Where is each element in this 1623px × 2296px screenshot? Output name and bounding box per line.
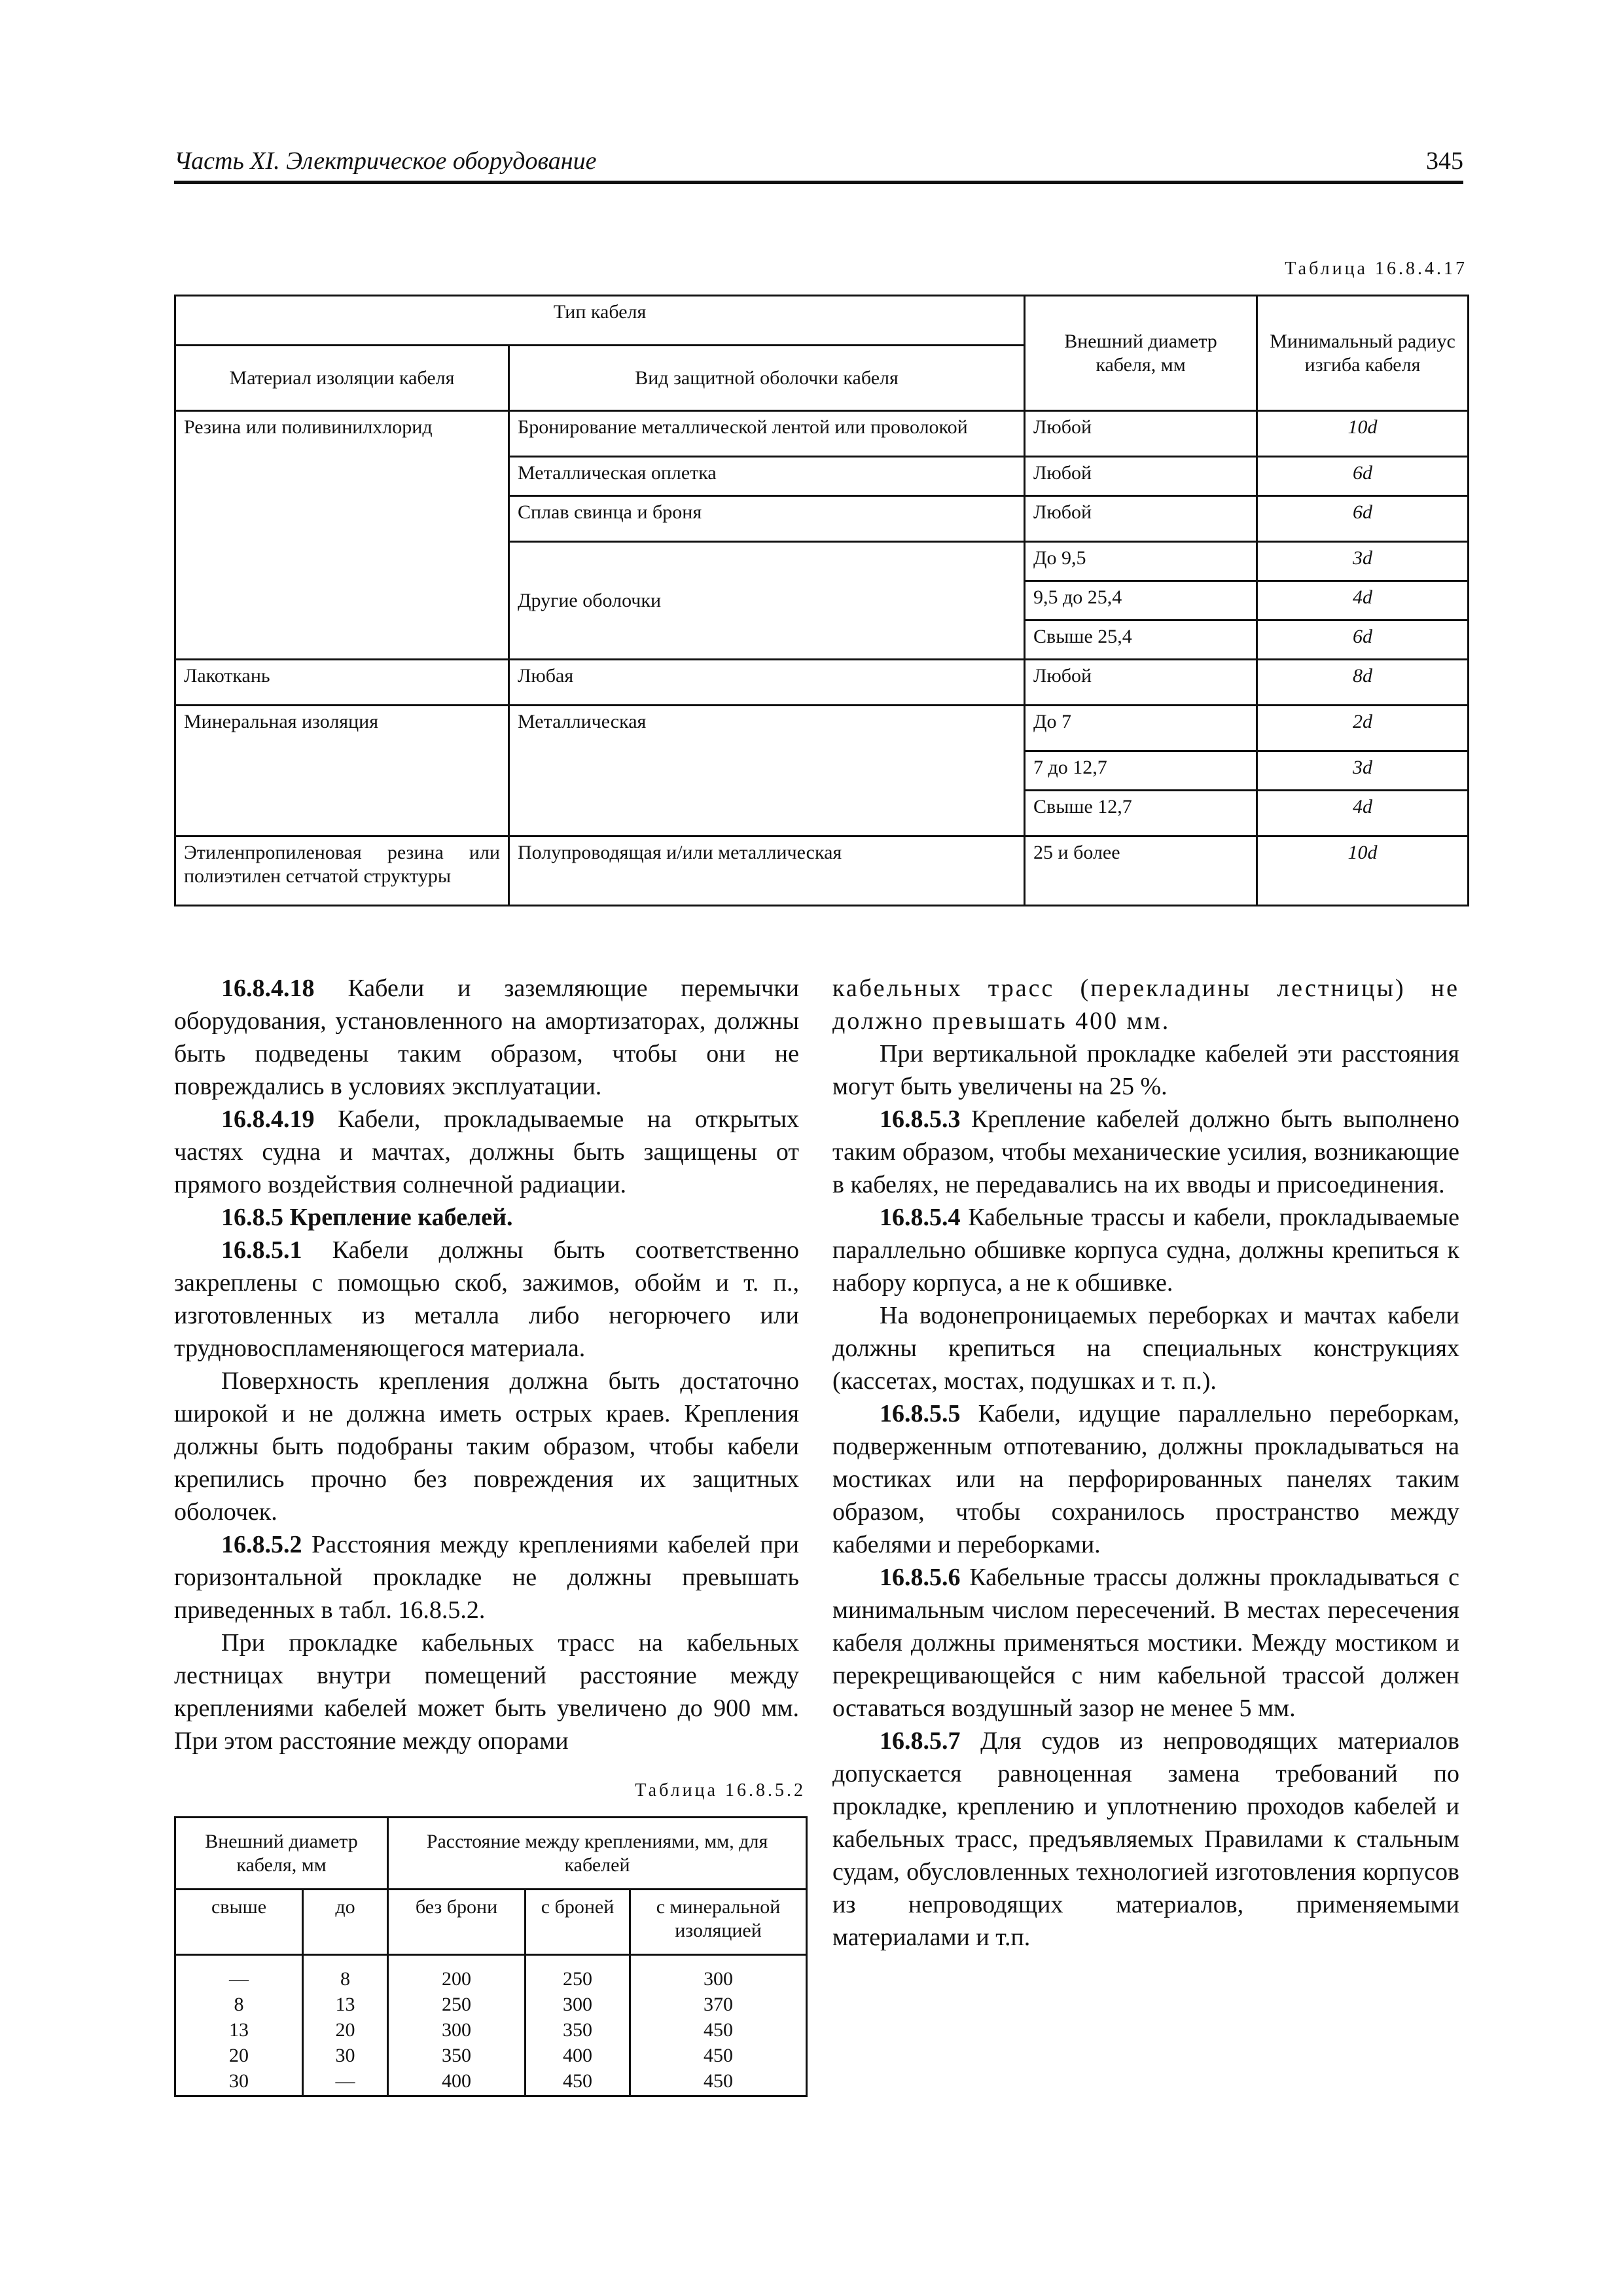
cell-insulation: Лакоткань [175,660,509,706]
clause-number: 16.8.5.5 [880,1400,961,1427]
header-to: до [303,1890,388,1955]
cell-diameter: До 7 [1025,706,1257,751]
header-mineral: с минеральной изоляцией [630,1890,807,1955]
paragraph: 16.8.5.2 Расстояния между креплениями кабелей при горизонтальной прокладке не должны превышать приведенных в табл. 16.8.5.2. [174,1531,799,1624]
clause-number: 16.8.5.3 [880,1105,961,1133]
header-insulation: Материал изоляции кабеля [175,346,509,411]
paragraph: 16.8.4.19 Кабели, прокладываемые на открытых частях судна и мачтах, должны быть защищены от прямого воздействия солнечной радиации. [174,1105,799,1198]
header-from: свыше [175,1890,303,1955]
fastening-distance-table [174,1816,808,2097]
table-row [175,706,1469,751]
paragraph: 16.8.5.6 Кабельные трассы должны прокладываться с минимальным числом пересечений. В местах пересечения кабеля должны применяться мостики. Между мостиком и перекрещивающейся с ним кабельной трассой должен оставаться воздушный зазор не менее 5 мм. [832,1564,1459,1722]
cell-radius: 6d [1257,496,1469,542]
cell-diameter: Любой [1025,411,1257,457]
paragraph: При вертикальной прокладке кабелей эти расстояния могут быть увеличены на 25 %. [832,1040,1459,1100]
left-column [174,972,799,1757]
cell-diameter: Любой [1025,660,1257,706]
table-row: 13 20 300 350 450 [175,2017,807,2043]
paragraph: 16.8.5.7 Для судов из непроводящих материалов допускается равноценная замена требований по прокладке, креплению и уплотнению проходов кабелей и кабельных трасс, предъявляемых Правилами к стальным судам, обусловленных технологией изготовления корпусов из непроводящих материалов, применяемыми материалами и т.п. [832,1727,1459,1951]
header-sheath: Вид защитной оболочки кабеля [509,346,1025,411]
clause-number: 16.8.5.2 [221,1531,302,1558]
cell-diameter: 7 до 12,7 [1025,751,1257,791]
cell-diameter: Свыше 12,7 [1025,791,1257,836]
header-diameter: Внешний диаметр кабеля, мм [1025,296,1257,411]
cell-radius: 6d [1257,457,1469,496]
cell-radius: 10d [1257,411,1469,457]
cell-radius: 3d [1257,751,1469,791]
header-diameter: Внешний диаметр кабеля, мм [175,1818,388,1890]
table-row [175,411,1469,457]
cell-sheath: Металлическая [509,706,1025,836]
header-distance: Расстояние между креплениями, мм, для кабелей [388,1818,807,1890]
cell-sheath: Бронирование металлической лентой или проволокой [509,411,1025,457]
cell-sheath: Сплав свинца и броня [509,496,1025,542]
cell-insulation: Резина или поливинилхлорид [175,411,509,660]
clause-number: 16.8.5.4 [880,1204,961,1231]
cell-sheath: Другие оболочки [509,542,1025,660]
right-column [832,972,1459,1954]
bend-radius-table [174,295,1469,906]
cell-diameter: Свыше 25,4 [1025,620,1257,660]
clause-number: 16.8.5.7 [880,1727,961,1755]
paragraph: На водонепроницаемых переборках и мачтах кабели должны крепиться на специальных конструкциях (кассетах, мостах, подушках и т. п.). [832,1302,1459,1395]
cell-diameter: 9,5 до 25,4 [1025,581,1257,620]
table-caption: Таблица 16.8.5.2 [635,1780,806,1801]
clause-number: 16.8.5.6 [880,1564,961,1591]
paragraph: Поверхность крепления должна быть достаточно широкой и не должна иметь острых краев. Крепления должны быть подобраны таким образом, чтобы кабели крепились прочно без повреждения их защитных оболочек. [174,1367,799,1526]
cell-sheath: Любая [509,660,1025,706]
paragraph: 16.8.5.4 Кабельные трассы и кабели, прокладываемые параллельно обшивке корпуса судна, должны крепиться к набору корпуса, а не к обшивке. [832,1204,1459,1297]
header-armor: с броней [526,1890,630,1955]
table-row: 8 13 250 300 370 [175,1992,807,2017]
clause-number: 16.8.4.19 [221,1105,315,1133]
cell-sheath: Металлическая оплетка [509,457,1025,496]
table-row: — 8 200 250 300 [175,1955,807,1992]
page-number: 345 [1426,147,1463,175]
paragraph: 16.8.5.1 Кабели должны быть соответственно закреплены с помощью скоб, зажимов, обойм и т. п., изготовленных из металла либо негорючего или трудновоспламеняющегося материала. [174,1236,799,1362]
header-no-armor: без брони [388,1890,526,1955]
paragraph: кабельных трасс (перекладины лестницы) не должно превышать 400 мм. [832,975,1459,1035]
cell-diameter: Любой [1025,496,1257,542]
table-caption: Таблица 16.8.4.17 [1285,259,1467,279]
paragraph: 16.8.5.3 Крепление кабелей должно быть выполнено таким образом, чтобы механические усилия, возникающие в кабелях, не передавались на их вводы и присоединения. [832,1105,1459,1198]
paragraph: При прокладке кабельных трасс на кабельных лестницах внутри помещений расстояние между креплениями кабелей может быть увеличено до 900 мм. При этом расстояние между опорами [174,1629,799,1755]
cell-insulation: Этиленпропиленовая резина или полиэтилен сетчатой структуры [175,836,509,906]
cell-diameter: До 9,5 [1025,542,1257,581]
running-title: Часть XI. Электрическое оборудование [174,147,597,175]
cell-radius: 6d [1257,620,1469,660]
section-heading: 16.8.5 Крепление кабелей. [221,1204,513,1231]
page-header [174,141,1463,184]
paragraph: 16.8.5.5 Кабели, идущие параллельно переборкам, подверженным отпотеванию, должны прокладываться на мостиках или на перфорированных панелях таким образом, чтобы сохранилось пространство между кабелями и переборками. [832,1400,1459,1558]
table-row [175,836,1469,906]
cell-radius: 10d [1257,836,1469,906]
cell-radius: 2d [1257,706,1469,751]
cell-diameter: 25 и более [1025,836,1257,906]
paragraph: 16.8.4.18 Кабели и заземляющие перемычки оборудования, установленного на амортизаторах, должны быть подведены таким образом, чтобы они не повреждались в условиях эксплуатации. [174,975,799,1100]
cell-radius: 8d [1257,660,1469,706]
cell-insulation: Минеральная изоляция [175,706,509,836]
cell-diameter: Любой [1025,457,1257,496]
cell-radius: 4d [1257,791,1469,836]
table-row: 30 — 400 450 450 [175,2068,807,2096]
clause-number: 16.8.4.18 [221,975,315,1002]
table-row: 20 30 350 400 450 [175,2043,807,2068]
cell-radius: 3d [1257,542,1469,581]
table-row [175,660,1469,706]
cell-radius: 4d [1257,581,1469,620]
header-cable-type: Тип кабеля [175,296,1025,346]
cell-sheath: Полупроводящая и/или металлическая [509,836,1025,906]
clause-number: 16.8.5.1 [221,1236,302,1264]
header-radius: Минимальный радиус изгиба кабеля [1257,296,1469,411]
